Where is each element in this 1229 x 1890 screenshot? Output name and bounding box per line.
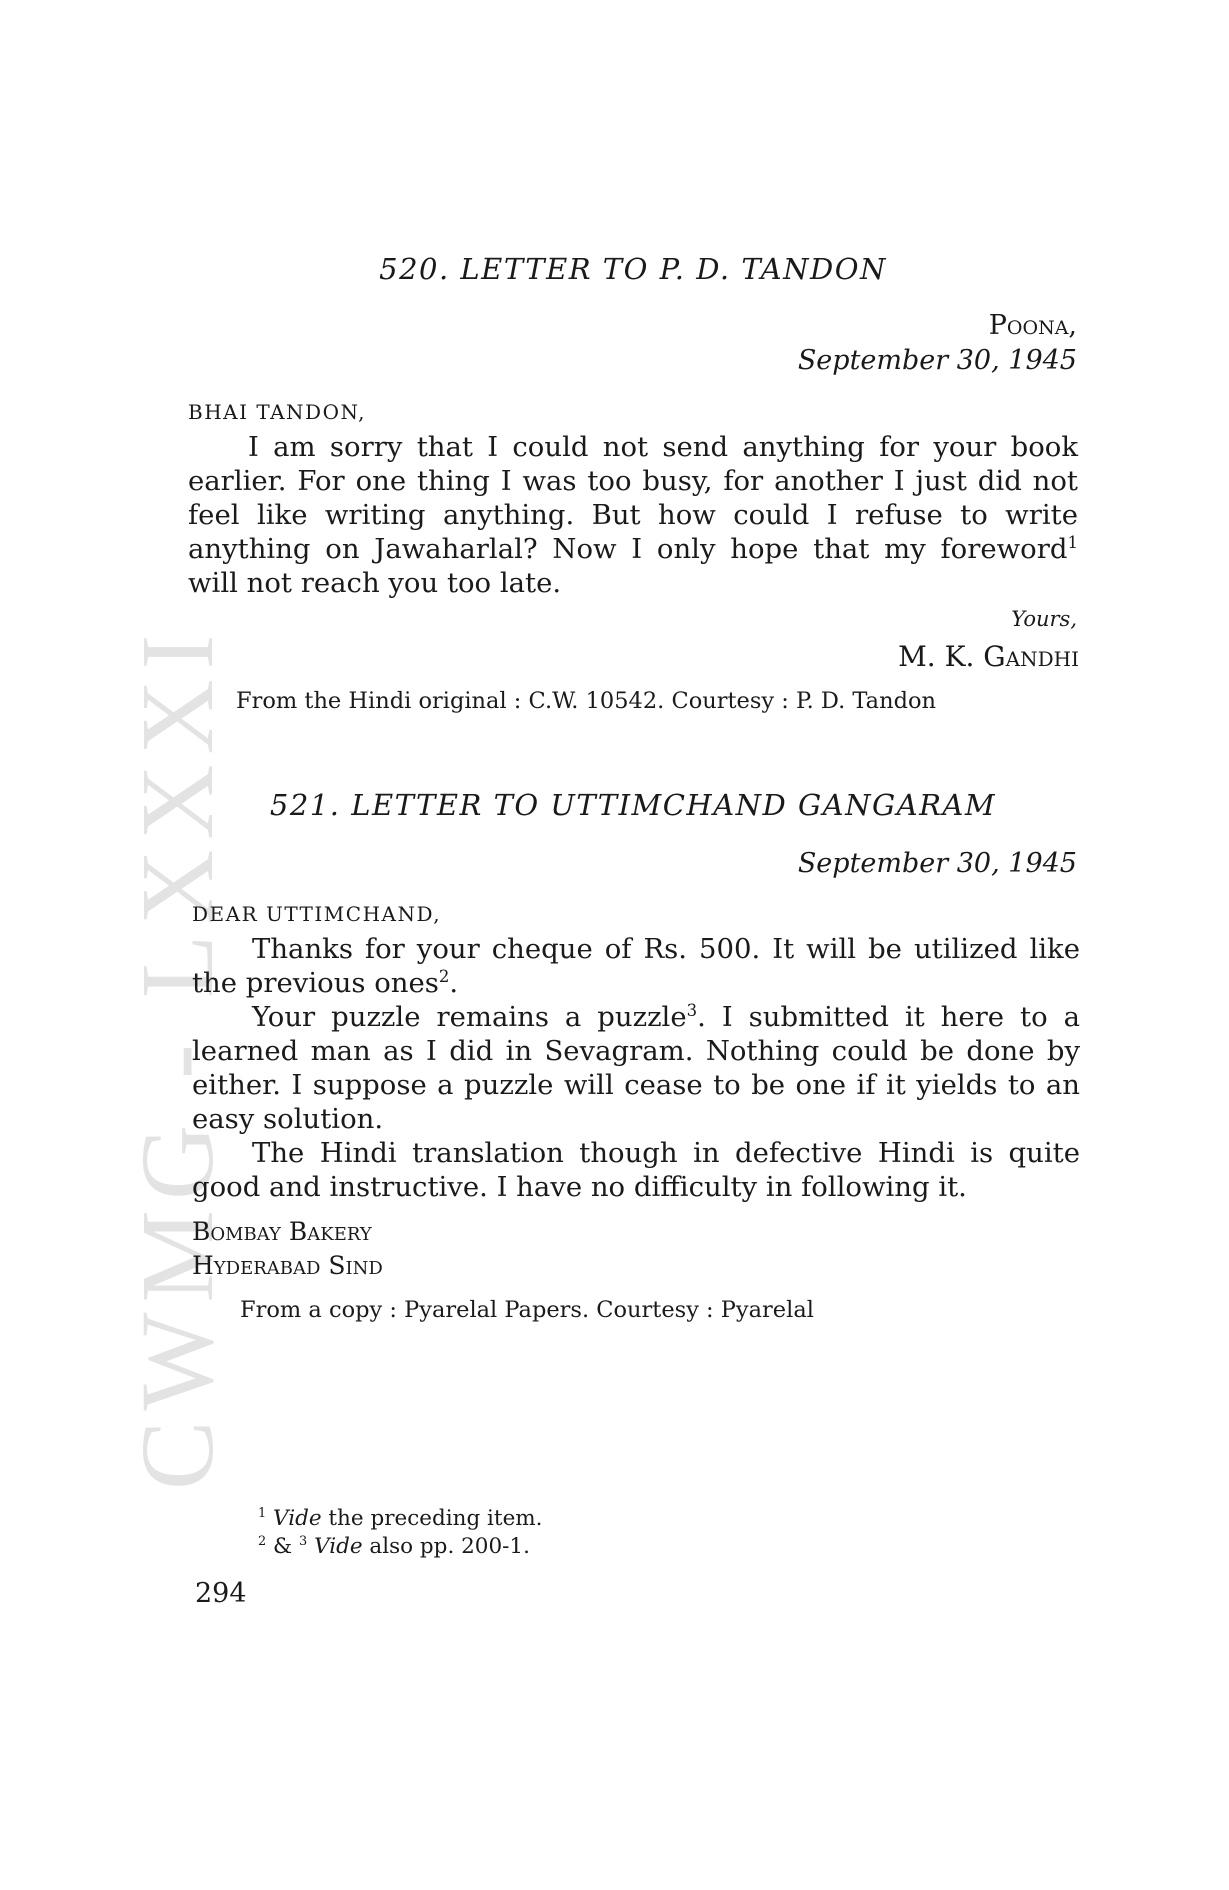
footnote-marker: 1 [1067, 532, 1078, 552]
letter-520-salutation: BHAI TANDON, [188, 400, 367, 424]
page-number: 294 [195, 1578, 247, 1609]
footnote-number: 2 [258, 1533, 267, 1549]
letter-521-source: From a copy : Pyarelal Papers. Courtesy : Pyarelal [240, 1297, 814, 1323]
body-text-part: . I submitted it here to a learned man as I did in Sevagram. Nothing could be done by either. I suppose a puzzle will cease to be one if it yields to an easy solution. [192, 1001, 1080, 1135]
letter-521-date: September 30, 1945 [797, 848, 1077, 879]
letter-521-paragraph-1 [192, 932, 1080, 1000]
body-text-part: Your puzzle remains a puzzle [252, 1001, 687, 1033]
footnote-2-3 [258, 1533, 530, 1561]
footnote-number: 1 [258, 1505, 267, 1521]
body-text-part: . [449, 967, 459, 999]
footnote-text: also pp. 200-1. [362, 1534, 530, 1559]
footnote-vide: Vide [273, 1506, 322, 1531]
letter-520-body [188, 430, 1078, 600]
letter-521-body [192, 932, 1080, 1204]
letter-520-paragraph [188, 430, 1078, 600]
footnote-vide: Vide [314, 1534, 363, 1559]
footnote-1 [258, 1505, 543, 1533]
letter-520-date: September 30, 1945 [797, 345, 1077, 376]
letter-521-paragraph-3: The Hindi translation though in defective Hindi is quite good and instructive. I have no difficulty in following it. [192, 1137, 1080, 1203]
watermark-text: CWMG - LXXXI [120, 624, 235, 1490]
footnote-marker: 3 [686, 1000, 698, 1020]
footnote-marker: 2 [438, 966, 450, 986]
footnote-text: the preceding item. [321, 1506, 543, 1531]
letter-520-signature: M. K. Gandhi [898, 640, 1079, 673]
letter-520-heading: 520. LETTER TO P. D. TANDON [379, 252, 887, 286]
address-line-1: Bombay Bakery [192, 1217, 372, 1246]
body-text-part: Thanks for your cheque of Rs. 500. It will be utilized like the previous ones [192, 933, 1080, 999]
address-line-2: Hyderabad Sind [192, 1251, 383, 1280]
letter-520-place: Poona, [988, 310, 1077, 341]
footnote-number: 3 [299, 1533, 308, 1549]
body-text-part: will not reach you too late. [188, 567, 562, 599]
letter-521-paragraph-2 [192, 1000, 1080, 1136]
letter-521-address [192, 1215, 383, 1283]
body-text-part: I am sorry that I could not send anything for your book earlier. For one thing I was too busy, for another I just did not feel like writing anything. But how could I refuse to write anything on Jawaharlal? Now I only hope that my foreword [188, 431, 1078, 565]
letter-520-closing: Yours, [1011, 607, 1077, 631]
letter-520-source: From the Hindi original : C.W. 10542. Courtesy : P. D. Tandon [236, 688, 937, 714]
letter-521-salutation: DEAR UTTIMCHAND, [192, 902, 442, 926]
footnote-ampersand: & [266, 1534, 300, 1559]
letter-521-heading: 521. LETTER TO UTTIMCHAND GANGARAM [269, 788, 997, 822]
